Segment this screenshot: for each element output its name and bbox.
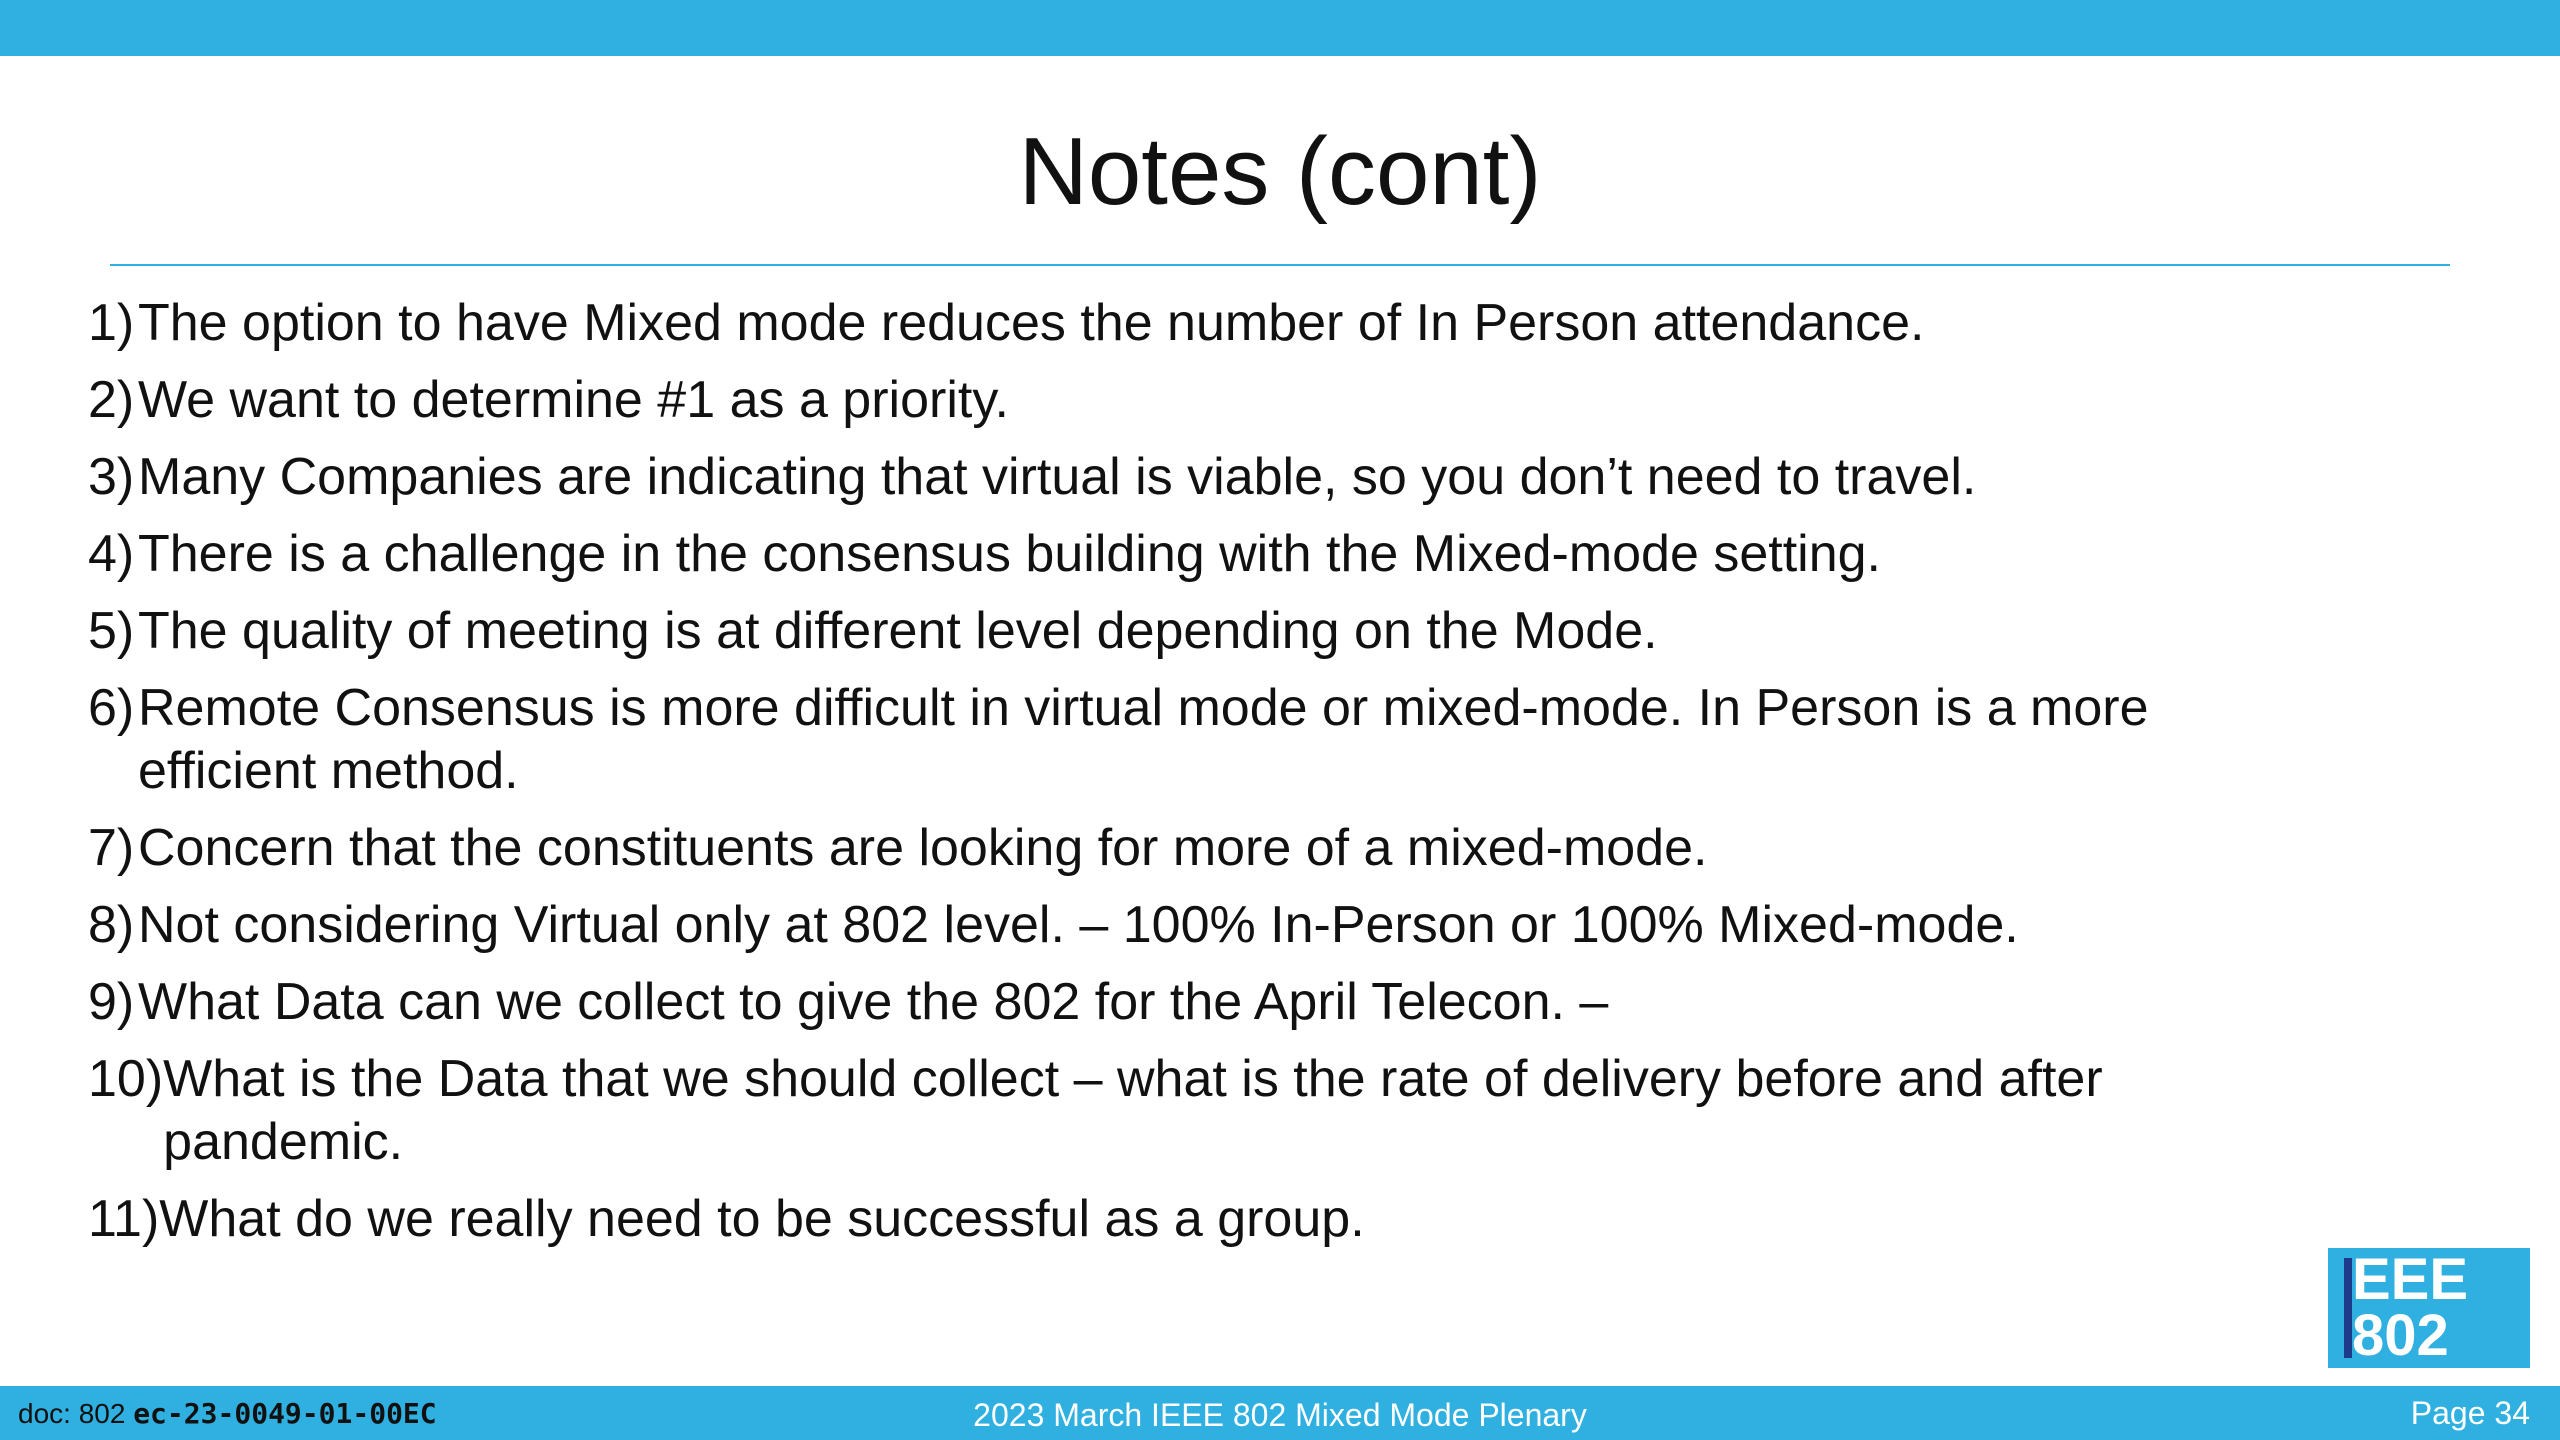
- doc-id: ec-23-0049-01-00EC: [133, 1397, 437, 1430]
- note-text: What Data can we collect to give the 802 for the April Telecon. –: [138, 973, 1609, 1031]
- note-number: 1): [88, 294, 135, 352]
- note-item: [88, 1048, 2388, 1174]
- footer-meeting-title: 2023 March IEEE 802 Mixed Mode Plenary: [973, 1397, 1587, 1433]
- note-text: What do we really need to be successful as a group.: [159, 1190, 1365, 1248]
- note-text: Concern that the constituents are looking for more of a mixed-mode.: [138, 819, 1708, 877]
- note-number: 6): [88, 679, 135, 737]
- logo-bar: [2344, 1258, 2352, 1358]
- note-number: 3): [88, 448, 135, 506]
- note-text: What is the Data that we should collect – what is the rate of delivery before and after pandemic.: [163, 1050, 2103, 1171]
- note-text: There is a challenge in the consensus building with the Mixed-mode setting.: [138, 525, 1881, 583]
- note-number: 10): [88, 1050, 164, 1108]
- top-banner: [0, 0, 2560, 56]
- ieee-802-logo: [2328, 1248, 2530, 1368]
- note-text: We want to determine #1 as a priority.: [138, 371, 1009, 429]
- note-item: [88, 677, 2388, 803]
- logo-text: EEE 802: [2352, 1247, 2469, 1368]
- note-item: [88, 600, 2388, 663]
- note-number: 9): [88, 973, 135, 1031]
- note-item: [88, 523, 2388, 586]
- note-item: [88, 894, 2388, 957]
- note-text: The option to have Mixed mode reduces the number of In Person attendance.: [138, 294, 1925, 352]
- note-number: 5): [88, 602, 135, 660]
- note-item: [88, 446, 2388, 509]
- note-item: [88, 292, 2388, 355]
- note-text: Not considering Virtual only at 802 level. – 100% In-Person or 100% Mixed-mode.: [138, 896, 2019, 954]
- note-text: Many Companies are indicating that virtual is viable, so you don’t need to travel.: [138, 448, 1977, 506]
- notes-list: [88, 292, 2388, 1265]
- note-text: The quality of meeting is at different level depending on the Mode.: [138, 602, 1658, 660]
- note-number: 8): [88, 896, 135, 954]
- note-text: Remote Consensus is more difficult in virtual mode or mixed-mode. In Person is a more efficient method.: [138, 679, 2149, 800]
- note-item: [88, 817, 2388, 880]
- doc-prefix: doc: 802: [18, 1398, 134, 1429]
- note-number: 11): [88, 1190, 160, 1248]
- note-item: [88, 971, 2388, 1034]
- note-item: [88, 369, 2388, 432]
- slide-title: Notes (cont): [1018, 118, 1542, 225]
- note-number: 7): [88, 819, 135, 877]
- note-item: [88, 1188, 2388, 1251]
- note-number: 2): [88, 371, 135, 429]
- note-number: 4): [88, 525, 135, 583]
- page-number: Page 34: [2410, 1395, 2530, 1431]
- title-divider: [110, 264, 2450, 266]
